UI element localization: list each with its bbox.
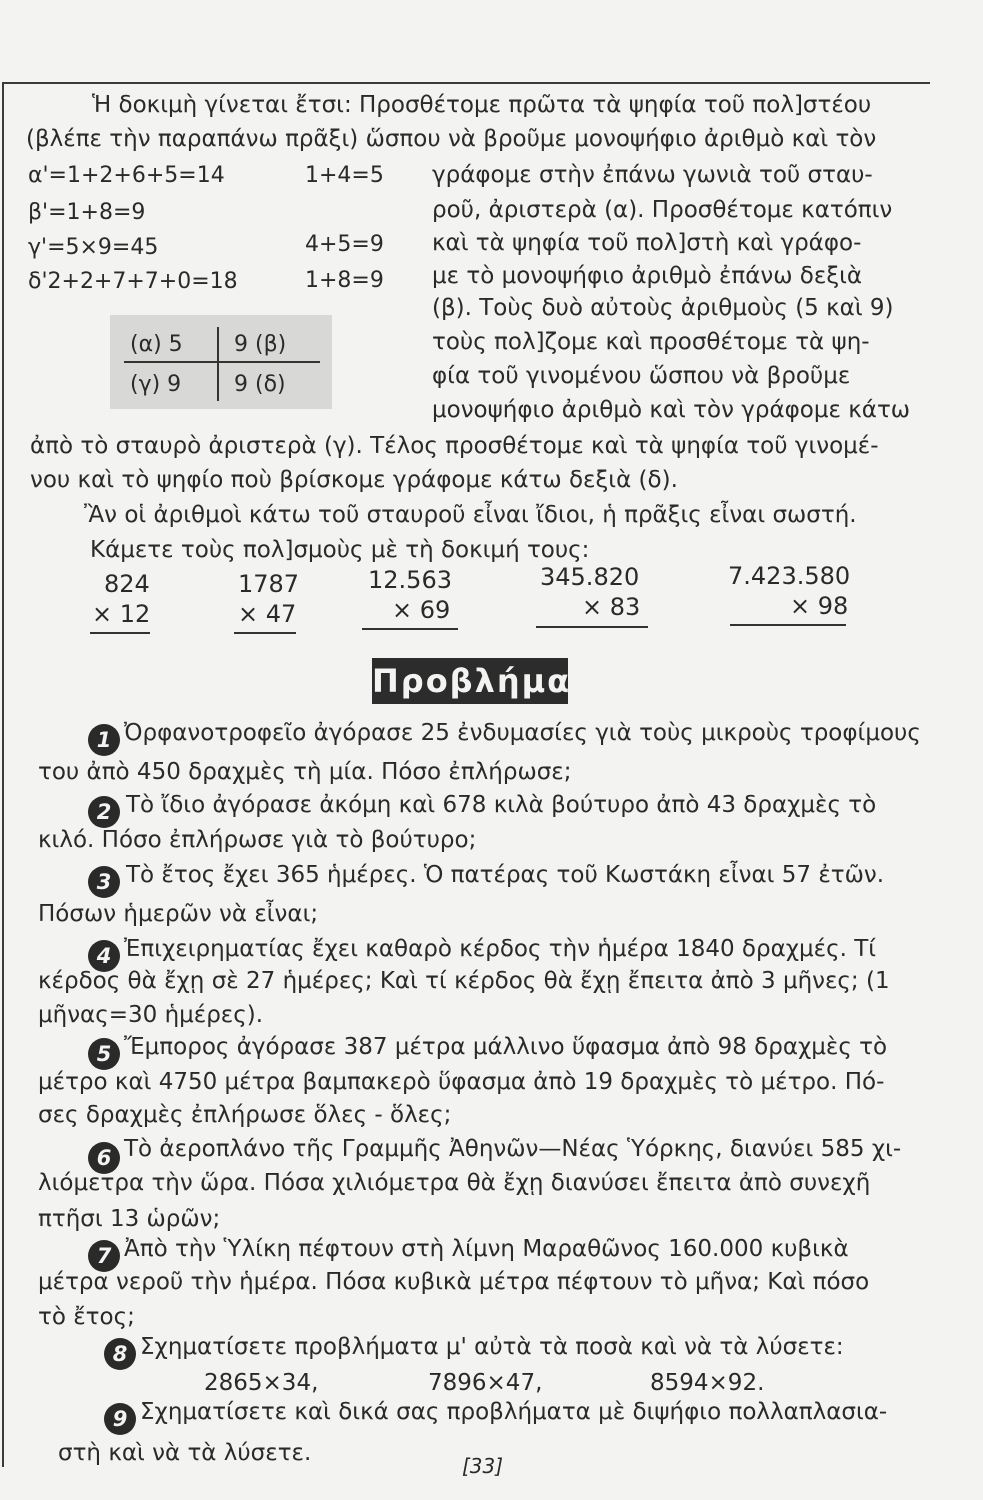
right-text-4: με τὸ μονοψήφιο ἀριθμὸ ἐπάνω δεξιὰ (432, 263, 863, 289)
exercise-1-bottom: × 12 (92, 600, 151, 628)
right-text-2: ροῦ, ἀριστερὰ (α). Προσθέτομε κατόπιν (432, 197, 893, 223)
problem-2-line-1: Τὸ ἴδιο ἀγόρασε ἀκόμη καὶ 678 κιλὰ βούτυρο ἀπὸ 43 δραχμὲς τὸ (126, 792, 877, 818)
problem-4-line-1: Ἐπιχειρηματίας ἔχει καθαρὸ κέρδος τὴν ἡμέρα 1840 δραχμές. Τί (124, 936, 877, 962)
exercise-4-top: 345.820 (540, 563, 640, 591)
cross-bottom-left: (γ) 9 (130, 372, 182, 397)
exercise-3-bottom: × 69 (392, 596, 451, 624)
exercise-4-underline (536, 626, 648, 628)
right-text-5: (β). Τοὺς δυὸ αὐτοὺς ἀριθμοὺς (5 καὶ 9) (432, 295, 894, 321)
right-text-3: καὶ τὰ ψηφία τοῦ πολ]στὴ καὶ γράφο- (432, 230, 862, 256)
problem-8-value-1: 2865×34, (204, 1370, 319, 1396)
exercise-1-underline (90, 632, 150, 634)
after-line-1: ἀπὸ τὸ σταυρὸ ἀριστερὰ (γ). Τέλος προσθέτομε καὶ τὰ ψηφία τοῦ γινομέ- (30, 433, 879, 459)
problem-9-line-1: Σχηματίσετε καὶ δικά σας προβλήματα μὲ διψήφιο πολλαπλασια- (140, 1399, 888, 1425)
exercise-5-underline (730, 624, 846, 626)
cross-bottom-right: 9 (δ) (234, 372, 286, 397)
problem-1-number: 1 (88, 724, 120, 756)
check-cross (110, 315, 332, 409)
equation-a: α'=1+2+6+5=14 (28, 163, 225, 188)
problem-1-line-1: Ὀρφανοτροφεῖο ἀγόρασε 25 ἐνδυμασίες γιὰ τοὺς μικροὺς τροφίμους (124, 720, 921, 746)
equation-d: δ'2+2+7+7+0=18 (28, 269, 238, 294)
right-text-7: φία τοῦ γινομένου ὥσπου νὰ βροῦμε (432, 363, 851, 389)
problem-9-number: 9 (104, 1403, 136, 1435)
problem-7-number: 7 (88, 1240, 120, 1272)
page-number: [33] (462, 1454, 504, 1478)
exercise-4-bottom: × 83 (582, 593, 641, 621)
cross-top-right: 9 (β) (234, 332, 287, 357)
problem-5-number: 5 (88, 1038, 120, 1070)
exercise-2-underline (234, 632, 296, 634)
right-text-6: τοὺς πολ]ζομε καὶ προσθέτομε τὰ ψη- (432, 329, 870, 355)
equation-c: γ'=5×9=45 (28, 235, 159, 260)
exercise-1-top: 824 (104, 570, 150, 598)
problem-2-number: 2 (88, 796, 120, 828)
exercise-3-top: 12.563 (368, 566, 452, 594)
exercise-5-top: 7.423.580 (728, 562, 851, 590)
problem-5-line-3: σες δραχμὲς ἐπλήρωσε ὅλες - ὅλες; (38, 1102, 452, 1128)
intro-line-1: Ἡ δοκιμὴ γίνεται ἔτσι: Προσθέτομε πρῶτα τὰ ψηφία τοῦ πολ]στέου (92, 92, 872, 118)
problem-2-line-2: κιλό. Πόσο ἐπλήρωσε γιὰ τὸ βούτυρο; (38, 827, 477, 853)
exercise-5-bottom: × 98 (790, 592, 849, 620)
problem-6-line-2: λιόμετρα τὴν ὥρα. Πόσα χιλιόμετρα θὰ ἔχῃ διανύσει ἔπειτα ἀπὸ συνεχῆ (38, 1170, 871, 1196)
after-line-4: Κάμετε τοὺς πολ]σμοὺς μὲ τὴ δοκιμή τους: (90, 537, 590, 563)
right-text-1: γράφομε στὴν ἐπάνω γωνιὰ τοῦ σταυ- (432, 162, 873, 188)
problems-heading: Προβλήματα (372, 658, 568, 704)
after-line-2: νου καὶ τὸ ψηφίο ποὺ βρίσκομε γράφομε κάτω δεξιὰ (δ). (30, 467, 678, 493)
problem-7-line-3: τὸ ἔτος; (38, 1304, 135, 1330)
problem-3-number: 3 (88, 866, 120, 898)
problem-8-value-2: 7896×47, (428, 1370, 543, 1396)
problem-4-line-3: μῆνας=30 ἡμέρες). (38, 1002, 264, 1028)
problem-6-line-1: Τὸ ἀεροπλάνο τῆς Γραμμῆς Ἀθηνῶν—Νέας Ὑόρκης, διανύει 585 χι- (124, 1136, 902, 1162)
problem-6-line-3: πτῆσι 13 ὡρῶν; (38, 1206, 221, 1232)
problem-8-value-3: 8594×92. (650, 1370, 765, 1396)
problem-9-line-2: στὴ καὶ νὰ τὰ λύσετε. (58, 1440, 312, 1466)
exercise-2-top: 1787 (238, 570, 300, 598)
exercise-2-bottom: × 47 (238, 600, 297, 628)
cross-top-left: (α) 5 (130, 332, 183, 357)
cross-vertical-line (217, 327, 219, 401)
exercise-3-underline (362, 628, 458, 630)
right-text-8: μονοψήφιο ἀριθμὸ καὶ τὸν γράφομε κάτω (432, 397, 911, 423)
problem-8-number: 8 (104, 1338, 136, 1370)
problem-6-number: 6 (88, 1142, 120, 1174)
after-line-3: Ἂν οἱ ἀριθμοὶ κάτω τοῦ σταυροῦ εἶναι ἴδιοι, ἡ πρᾶξις εἶναι σωστή. (84, 502, 857, 528)
problem-5-line-1: Ἔμπορος ἀγόρασε 387 μέτρα μάλλινο ὕφασμα ἀπὸ 98 δραχμὲς τὸ (124, 1034, 888, 1060)
problem-7-line-1: Ἀπὸ τὴν Ὑλίκη πέφτουν στὴ λίμνη Μαραθῶνος 160.000 κυβικὰ (124, 1236, 849, 1262)
equation-b: β'=1+8=9 (28, 200, 146, 225)
equation-a-result: 1+4=5 (305, 163, 384, 188)
problem-5-line-2: μέτρο καὶ 4750 μέτρα βαμπακερὸ ὕφασμα ἀπὸ 19 δραχμὲς τὸ μέτρο. Πό- (38, 1069, 885, 1095)
intro-line-2: (βλέπε τὴν παραπάνω πρᾶξι) ὥσπου νὰ βροῦμε μονοψήφιο ἀριθμὸ καὶ τὸν (26, 126, 877, 152)
problem-1-line-2: του ἀπὸ 450 δραχμὲς τὴ μία. Πόσο ἐπλήρωσε; (38, 759, 572, 785)
problem-3-line-1: Τὸ ἔτος ἔχει 365 ἡμέρες. Ὁ πατέρας τοῦ Κωστάκη εἶναι 57 ἐτῶν. (126, 862, 885, 888)
cross-horizontal-line (124, 361, 320, 363)
equation-d-result: 1+8=9 (305, 268, 384, 293)
equation-c-result: 4+5=9 (305, 232, 384, 257)
problem-3-line-2: Πόσων ἡμερῶν νὰ εἶναι; (38, 901, 319, 927)
problem-8-line-1: Σχηματίσετε προβλήματα μ' αὐτὰ τὰ ποσὰ καὶ νὰ τὰ λύσετε: (140, 1334, 844, 1360)
problem-4-line-2: κέρδος θὰ ἔχῃ σὲ 27 ἡμέρες; Καὶ τί κέρδος θὰ ἔχῃ ἔπειτα ἀπὸ 3 μῆνες; (1 (38, 968, 890, 994)
problem-4-number: 4 (88, 940, 120, 972)
problem-7-line-2: μέτρα νεροῦ τὴν ἡμέρα. Πόσα κυβικὰ μέτρα πέφτουν τὸ μῆνα; Καὶ πόσο (38, 1269, 870, 1295)
